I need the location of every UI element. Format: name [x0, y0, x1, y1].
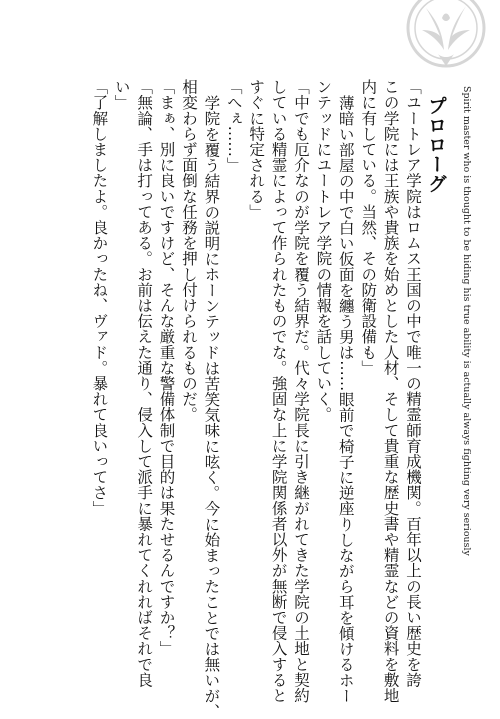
paragraph: ンテッドにユートレア学院の情報を話していく。 [314, 79, 333, 423]
paragraph: している精霊によって作られたものでな。強固な上に学院関係者以外が無断で侵入すると [269, 79, 288, 703]
paragraph: 「中でも厄介なのが学院を覆う結界だ。代々学院長に引き継がれてきた学院の土地と契約 [291, 79, 310, 703]
paragraph: 「ユートレア学院はロムス王国の中で唯一の精霊師育成機関。百年以上の長い歴史を誇 [404, 79, 422, 688]
paragraph: 薄暗い部屋の中で白い仮面を纏う男は……眼前で椅子に逆座りしながら耳を傾けるホー [336, 94, 355, 703]
paragraph: 「無論、手は打ってある。お前は伝えた通り、侵入して派手に暴れてくれればそれで良 [135, 79, 154, 688]
paragraph: 相変わらず面倒な任務を押し付けられるものだ。 [179, 79, 198, 423]
paragraph: い」 [112, 79, 131, 111]
running-head: Spirit master who is thought to be hiding his true ability is actually always fighting very seriously [461, 86, 472, 556]
paragraph: すぐに特定される」 [247, 79, 266, 220]
bird-crest-watermark-icon [392, 0, 496, 72]
chapter-title: プロローグ [425, 96, 447, 193]
paragraph: 「まぁ、別に良いですけど、そんな厳重な警備体制で目的は果たせるんですか？」 [157, 79, 176, 657]
paragraph: 内に有している。当然、その防衛設備も」 [359, 79, 378, 376]
paragraph: 「了解しましたよ。良かったね、ヴァド。暴れて良いってさ」 [90, 79, 109, 516]
paragraph: この学院には王族や貴族を始めとした人材、そして貴重な歴史書や精霊などの資料を敷地 [381, 79, 400, 703]
paragraph: 「へぇ……」 [224, 79, 243, 173]
paragraph: 学院を覆う結界の説明にホーンテッドは苦笑気味に呟く。今に始まったことでは無いが、 [202, 94, 221, 719]
body-text [32, 79, 424, 719]
